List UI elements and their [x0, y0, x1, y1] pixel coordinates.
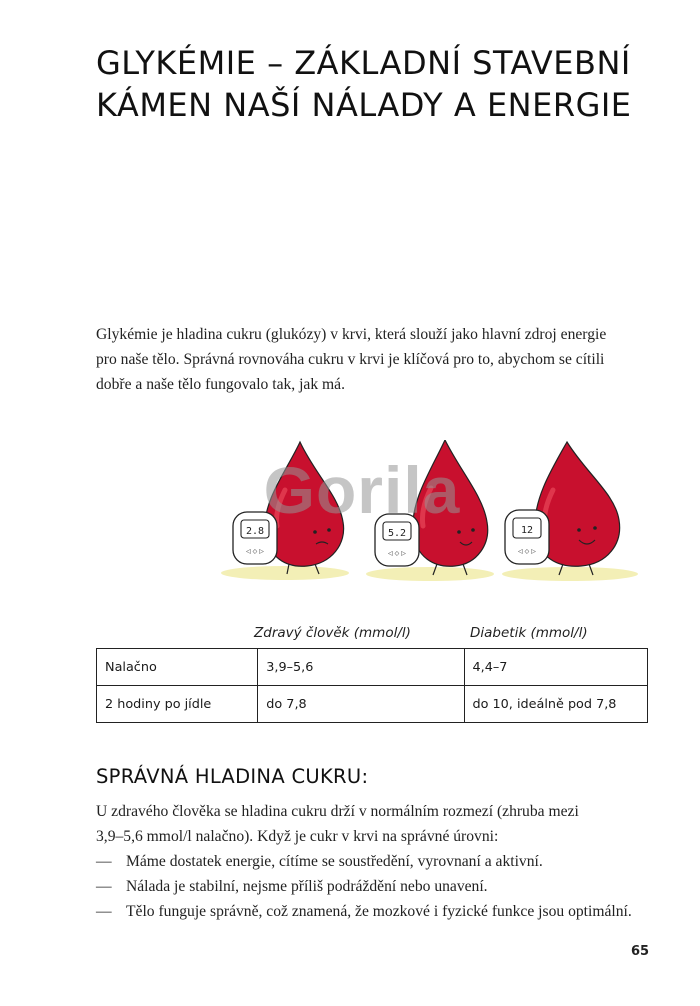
glycemia-table [96, 648, 648, 723]
svg-text:◁ ◇ ▷: ◁ ◇ ▷ [518, 548, 536, 555]
bullet-dash: — [96, 903, 112, 920]
table-row [97, 649, 648, 686]
list-item-text: Nálada je stabilní, nejsme příliš podráždění nebo unavení. [126, 878, 488, 895]
ground-shadow [502, 567, 638, 581]
list-item-text: Máme dostatek energie, cítíme se soustředění, vyrovnaní a aktivní. [126, 853, 543, 870]
svg-text:◁ ◇ ▷: ◁ ◇ ▷ [388, 550, 406, 557]
diabetic-value: do 10, ideálně pod 7,8 [464, 686, 648, 723]
intro-paragraph [96, 322, 666, 397]
section-body [96, 799, 671, 924]
blood-drop-character-high [505, 442, 620, 575]
list-item [96, 874, 671, 899]
healthy-value: do 7,8 [258, 686, 464, 723]
intro-line: Glykémie je hladina cukru (glukózy) v krvi, která slouží jako hlavní zdroj energie [96, 326, 607, 343]
table-header-diabetic: Diabetik (mmol/l) [470, 625, 588, 641]
row-label: 2 hodiny po jídle [97, 686, 258, 723]
bullet-list [96, 849, 671, 924]
paragraph-line: 3,9–5,6 mmol/l nalačno). Když je cukr v krvi na správné úrovni: [96, 828, 499, 845]
bullet-dash: — [96, 878, 112, 895]
ground-shadow [366, 567, 494, 581]
section-heading: SPRÁVNÁ HLADINA CUKRU: [96, 765, 369, 788]
diabetic-value: 4,4–7 [464, 649, 648, 686]
intro-line: dobře a naše tělo fungovalo tak, jak má. [96, 376, 345, 393]
list-item-text: Tělo funguje správně, což znamená, že mozkové i fyzické funkce jsou optimální. [126, 903, 632, 920]
table-row [97, 686, 648, 723]
title-line: GLYKÉMIE – ZÁKLADNÍ STAVEBNÍ [96, 44, 631, 82]
intro-line: pro naše tělo. Správná rovnováha cukru v krvi je klíčová pro to, abychom se cítili [96, 351, 605, 368]
title-line: KÁMEN NAŠÍ NÁLADY A ENERGIE [96, 86, 632, 124]
paragraph-line: U zdravého člověka se hladina cukru drží v normálním rozmezí (zhruba mezi [96, 803, 579, 820]
meter-reading: 2.8 [245, 526, 265, 537]
meter-reading: 12 [520, 525, 534, 536]
healthy-value: 3,9–5,6 [258, 649, 464, 686]
page-number: 65 [631, 944, 650, 959]
page-title [96, 42, 676, 126]
meter-reading: 5.2 [387, 528, 407, 539]
bullet-dash: — [96, 853, 112, 870]
ground-shadow [221, 566, 349, 580]
list-item [96, 849, 671, 874]
row-label: Nalačno [97, 649, 258, 686]
watermark-logo: Gorila [263, 453, 461, 527]
table-header-healthy: Zdravý člověk (mmol/l) [254, 625, 411, 641]
list-item [96, 899, 671, 924]
svg-text:◁ ◇ ▷: ◁ ◇ ▷ [246, 548, 264, 555]
